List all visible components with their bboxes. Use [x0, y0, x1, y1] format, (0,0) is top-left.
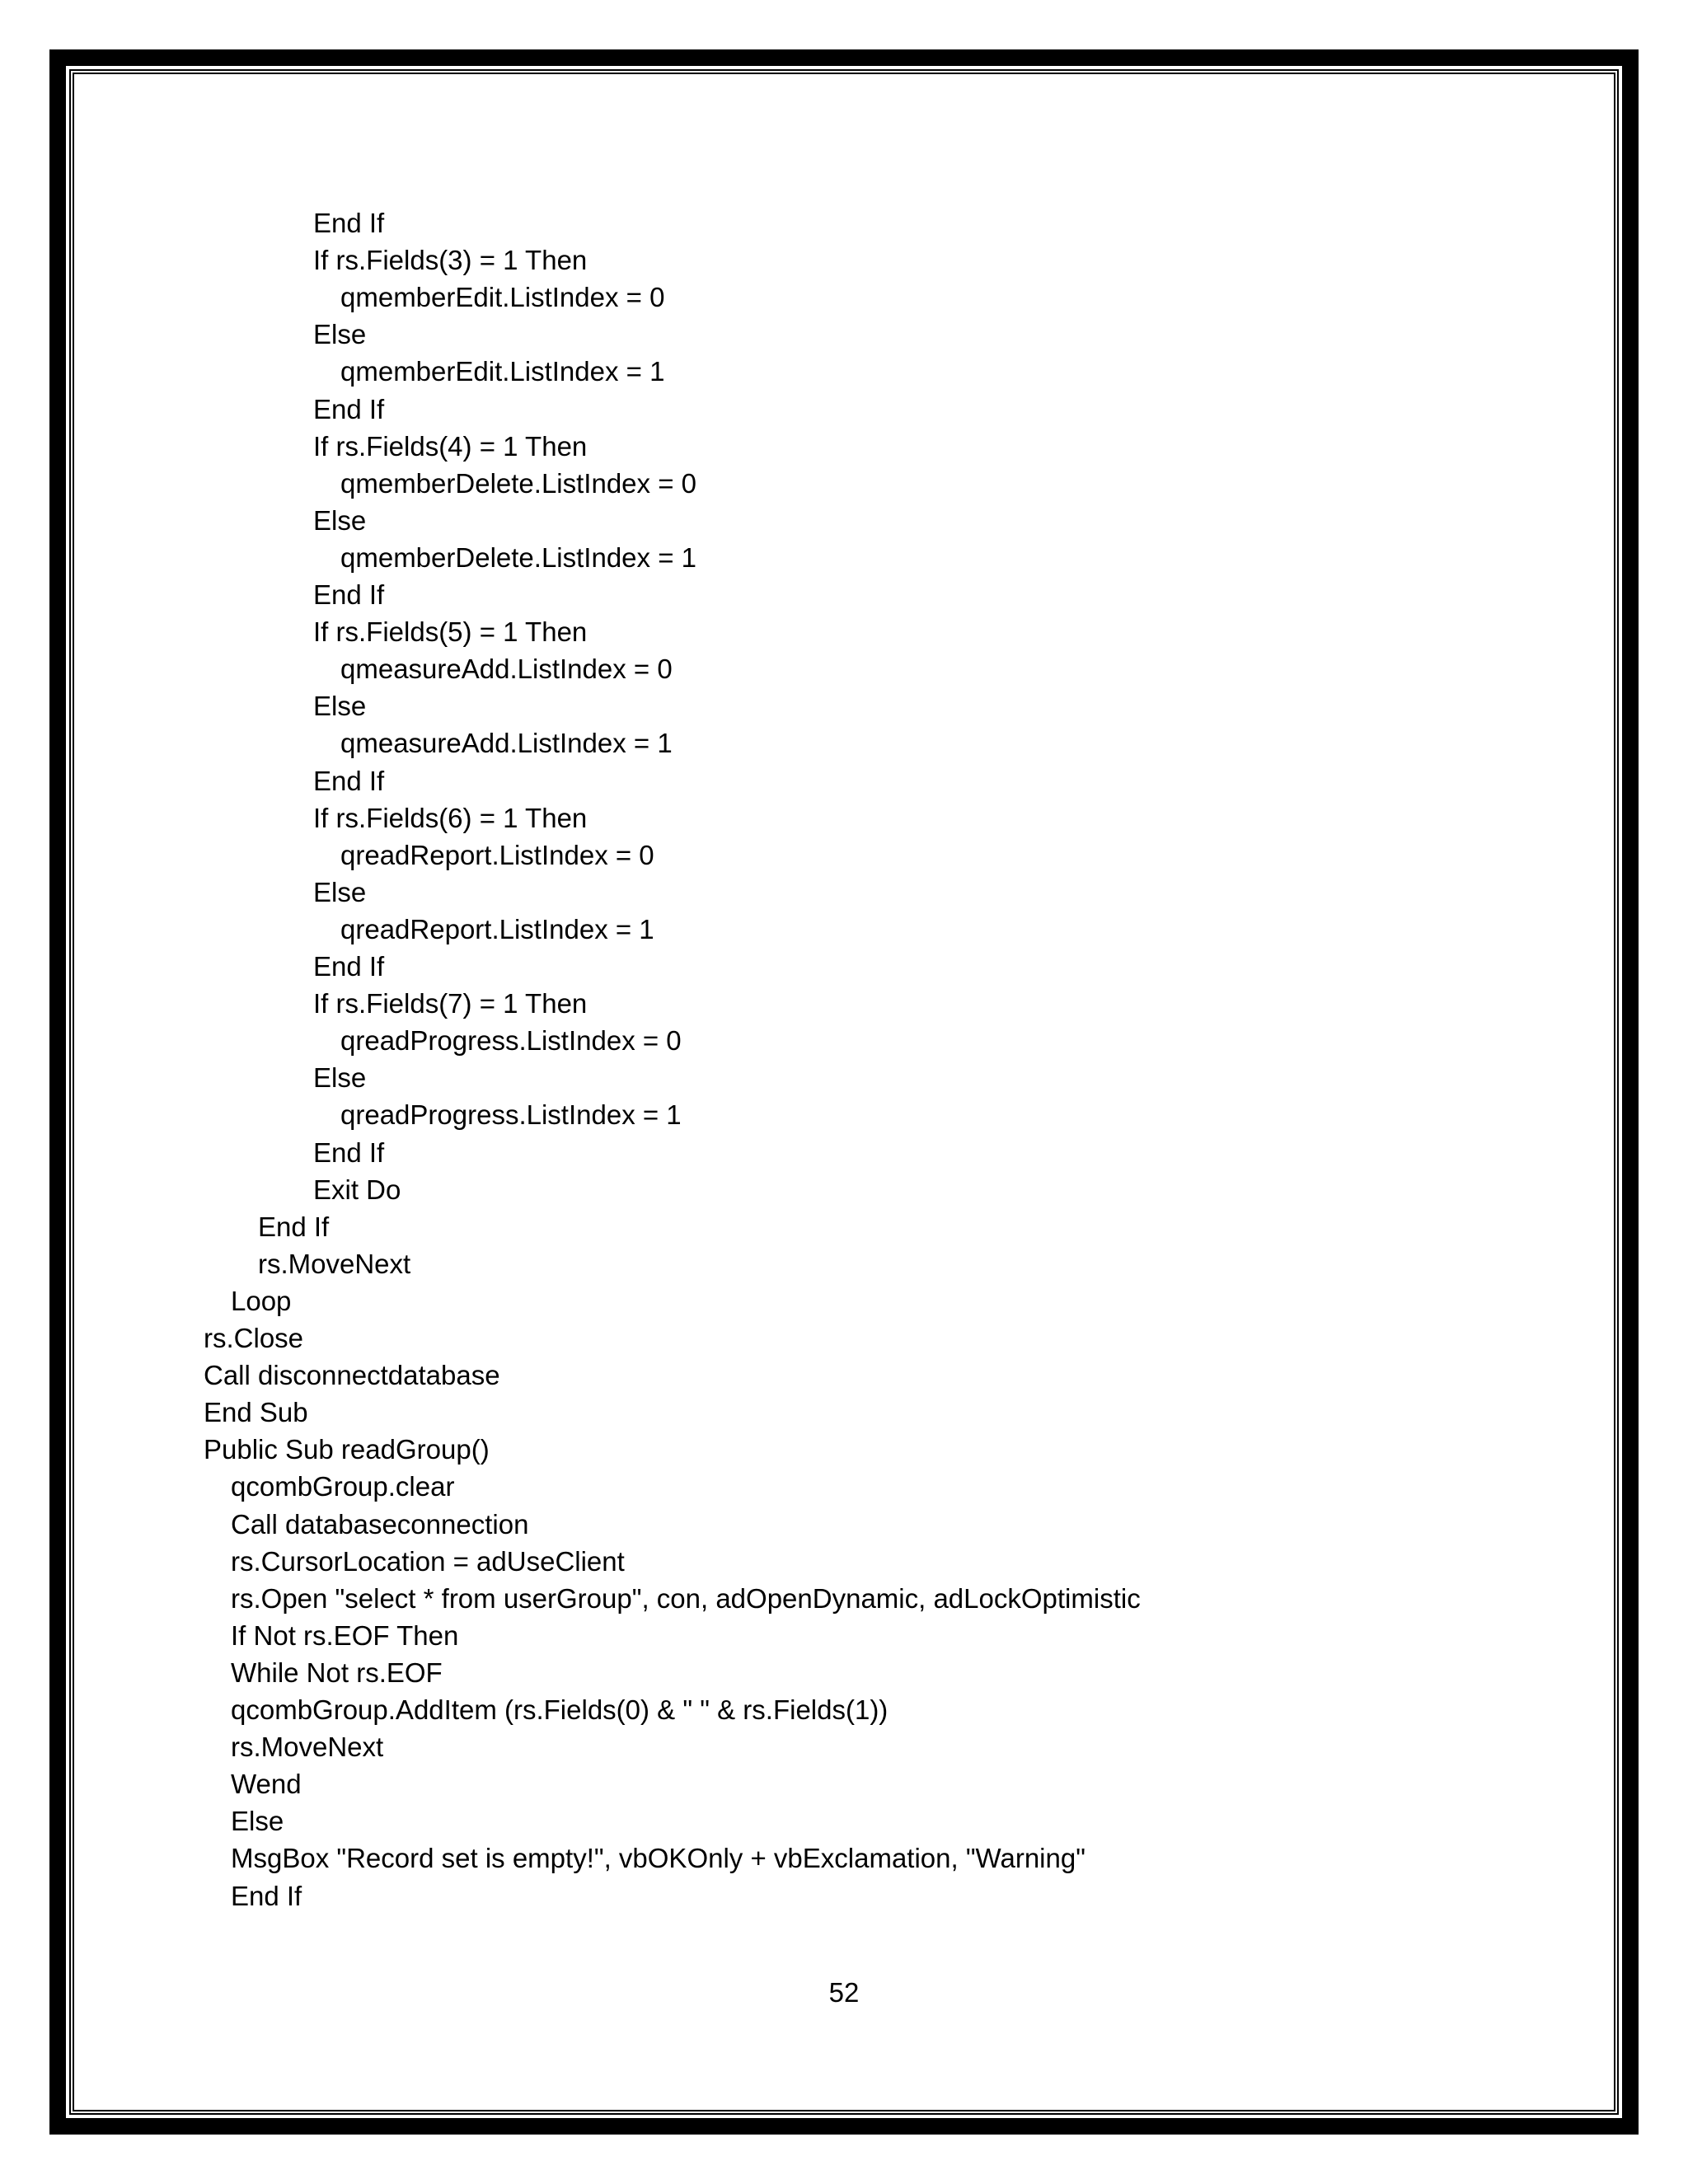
code-line: qreadProgress.ListIndex = 0 — [340, 1025, 682, 1056]
code-line: End If — [313, 394, 385, 424]
code-line: qreadReport.ListIndex = 0 — [340, 840, 654, 870]
code-line: Else — [313, 505, 367, 536]
code-line: End If — [313, 208, 385, 238]
code-line: Exit Do — [313, 1174, 401, 1205]
page-border-inner — [69, 69, 1619, 2115]
page-number: 52 — [828, 1977, 860, 2008]
code-line: Call disconnectdatabase — [204, 1360, 500, 1390]
code-line: qmeasureAdd.ListIndex = 1 — [340, 728, 673, 758]
code-line: End If — [313, 1137, 385, 1168]
code-line: Else — [313, 691, 367, 721]
code-line: rs.MoveNext — [231, 1732, 384, 1762]
code-line: qmemberEdit.ListIndex = 0 — [340, 282, 665, 312]
code-line: qreadReport.ListIndex = 1 — [340, 914, 654, 944]
code-line: End If — [313, 579, 385, 610]
code-line: Loop — [231, 1286, 292, 1316]
code-line: If rs.Fields(7) = 1 Then — [313, 988, 588, 1019]
code-line: End If — [313, 951, 385, 982]
code-line: End If — [231, 1881, 302, 1911]
code-line: qreadProgress.ListIndex = 1 — [340, 1099, 682, 1130]
code-line: MsgBox "Record set is empty!", vbOKOnly + vbExclamation, "Warning" — [231, 1843, 1085, 1873]
code-line: rs.CursorLocation = adUseClient — [231, 1546, 625, 1577]
code-line: Public Sub readGroup() — [204, 1434, 490, 1465]
code-line: rs.Open "select * from userGroup", con, adOpenDynamic, adLockOptimistic — [231, 1583, 1141, 1614]
code-line: End If — [313, 766, 385, 796]
code-line: qmemberDelete.ListIndex = 0 — [340, 468, 696, 499]
code-line: While Not rs.EOF — [231, 1657, 443, 1688]
code-line: qmemberDelete.ListIndex = 1 — [340, 542, 696, 573]
code-line: Else — [313, 319, 367, 349]
code-line: rs.Close — [204, 1323, 304, 1353]
code-line: If rs.Fields(5) = 1 Then — [313, 616, 588, 647]
code-line: End If — [258, 1212, 330, 1242]
code-line: Wend — [231, 1769, 302, 1799]
code-line: Call databaseconnection — [231, 1509, 529, 1540]
code-line: If rs.Fields(3) = 1 Then — [313, 245, 588, 275]
code-line: Else — [231, 1806, 284, 1836]
code-line: End Sub — [204, 1397, 308, 1427]
code-line: If rs.Fields(6) = 1 Then — [313, 803, 588, 833]
code-line: qmeasureAdd.ListIndex = 0 — [340, 654, 673, 684]
code-line: qcombGroup.clear — [231, 1471, 455, 1502]
code-line: If rs.Fields(4) = 1 Then — [313, 431, 588, 462]
code-line: rs.MoveNext — [258, 1249, 411, 1279]
code-line: Else — [313, 877, 367, 907]
code-line: If Not rs.EOF Then — [231, 1620, 459, 1651]
code-line: qcombGroup.AddItem (rs.Fields(0) & " " & rs.Fields(1)) — [231, 1694, 889, 1725]
code-line: qmemberEdit.ListIndex = 1 — [340, 356, 665, 387]
code-line: Else — [313, 1062, 367, 1093]
